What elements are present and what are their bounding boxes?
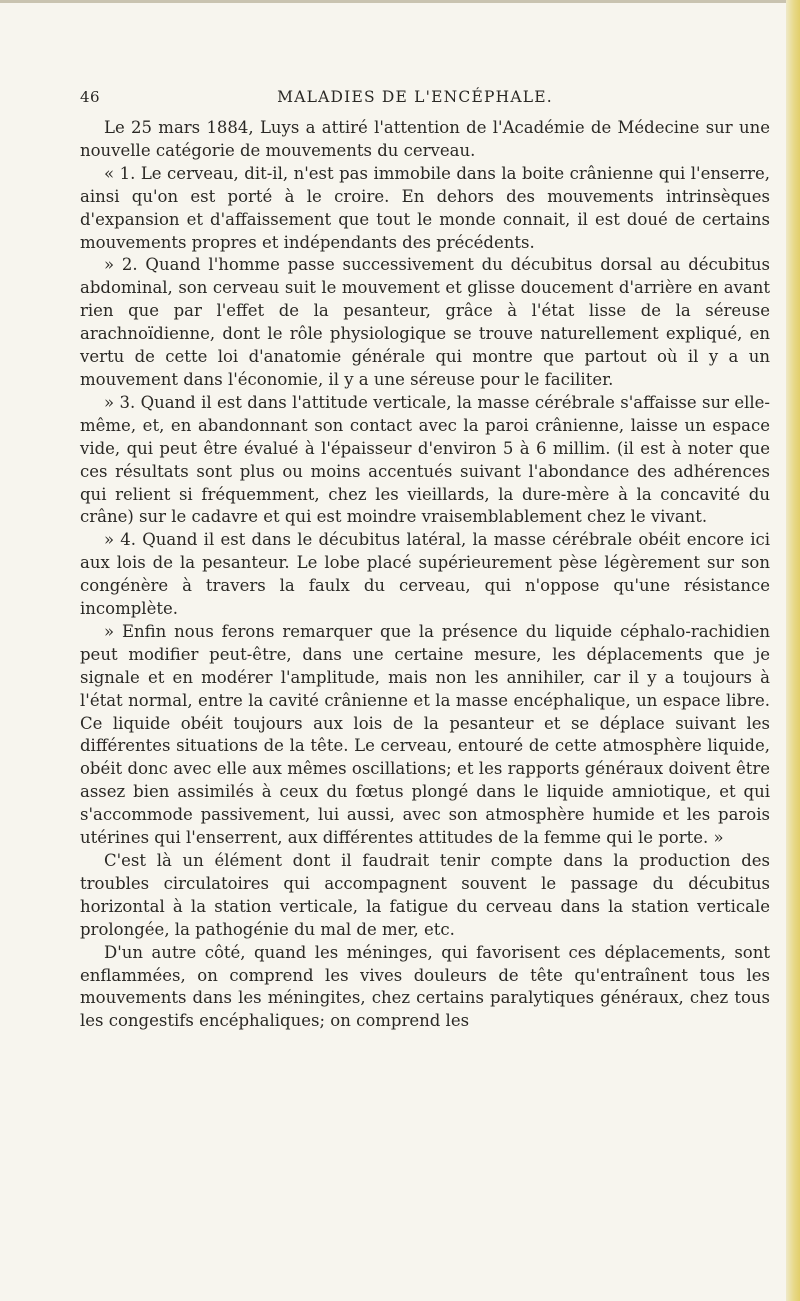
paragraph-quote-4: » 4. Quand il est dans le décubitus latéral, la masse cérébrale obéit encore ici aux lois de la pesanteur. Le lobe placé supérieurement pèse légèrement sur son congénère à travers la faulx du cerveau, qui n'oppose qu'une résistance incomplète. [80,530,770,619]
paragraph-quote-3: » 3. Quand il est dans l'attitude verticale, la masse cérébrale s'affaisse sur elle-même, et, en abandonnant son contact avec la paroi crânienne, laisse un espace vide, qui peut être évalué à l'épaisseur d'environ 5 à 6 millim. (il est à noter que ces résultats sont plus ou moins accentués suivant l'abondance des adhérences qui relient si fréquemment, chez les vieillards, la dure-mère à la concavité du crâne) sur le cadavre et qui est moindre vraisemblablement chez le vivant. [80,392,770,527]
running-title: MALADIES DE L'ENCÉPHALE. [277,88,553,106]
paragraph-intro: Le 25 mars 1884, Luys a attiré l'attention de l'Académie de Médecine sur une nouvelle catégorie de mouvements du cerveau. [80,118,770,160]
page-top-rule [0,0,800,3]
page-number: 46 [80,88,101,106]
body-text [80,117,770,1033]
paragraph-meninges: D'un autre côté, quand les méninges, qui favorisent ces déplacements, sont enflammées, on comprend les vives douleurs de tête qu'entraînent tous les mouvements dans les méningites, chez certains paralytiques généraux, chez tous les congestifs encéphaliques; on comprend les [80,942,770,1031]
paragraph-commentary: C'est là un élément dont il faudrait tenir compte dans la production des troubles circulatoires qui accompagnent souvent le passage du décubitus horizontal à la station verticale, la fatigue du cerveau dans la station verticale prolongée, la pathogénie du mal de mer, etc. [80,851,770,939]
paragraph-quote-2: » 2. Quand l'homme passe successivement du décubitus dorsal au décubitus abdominal, son cerveau suit le mouvement et glisse doucement d'arrière en avant rien que par l'effet de la pesanteur, grâce à l'état lisse de la séreuse arachnoïdienne, dont le rôle physiologique se trouve naturellement expliqué, en vertu de cette loi d'anatomie générale qui montre que partout où il y a un mouvement dans l'économie, il y a une séreuse pour le faciliter. [80,255,770,389]
paragraph-quote-conclusion: » Enfin nous ferons remarquer que la présence du liquide céphalo-rachidien peut modifier peut-être, dans une certaine mesure, les déplacements que je signale et en modérer l'amplitude, mais non les annihiler, car il y a toujours à l'état normal, entre la cavité crânienne et la masse encéphalique, un espace libre. Ce liquide obéit toujours aux lois de la pesanteur et se déplace suivant les différentes situations de la tête. Le cerveau, entouré de cette atmosphère liquide, obéit donc avec elle aux mêmes oscillations; et les rapports généraux doivent être assez bien assimilés à ceux du fœtus plongé dans le liquide amniotique, et qui s'accommode passivement, lui aussi, avec son atmosphère humide et les parois utérines qui l'enserrent, aux différentes attitudes de la femme qui le porte. » [80,621,770,848]
page-header [80,88,750,110]
page-edge [786,0,800,1301]
paragraph-quote-1: « 1. Le cerveau, dit-il, n'est pas immobile dans la boite crânienne qui l'enserre, ainsi qu'on est porté à le croire. En dehors des mouvements intrinsèques d'expansion et d'affaissement que tout le monde connait, il est doué de certains mouvements propres et indépendants des précédents. [80,163,770,252]
